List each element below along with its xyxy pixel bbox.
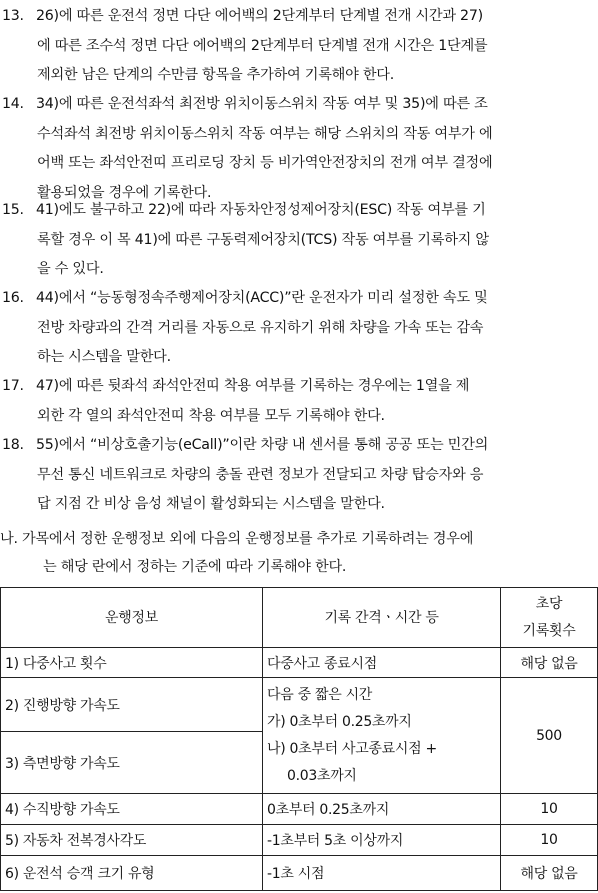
note-text: 수석좌석 최전방 위치이동스위치 작동 여부는 해당 스위치의 작동 여부가 에 [37,125,493,142]
paragraph-line: 는 해당 란에서 정하는 기준에 따라 기록해야 한다. [43,559,347,575]
note-line [0,372,598,402]
header-count-line1: 초당 [535,595,563,612]
note-line [0,490,598,520]
note-line [0,255,598,285]
note-text: 답 지점 간 비상 음성 채널이 활성화되는 시스템을 말한다. [37,496,385,512]
note-line [0,226,598,256]
note-number: 18. [2,437,24,453]
note-number: 17. [2,378,24,394]
row-item: 3) 측면방향 가속도 [1,732,263,794]
recording-table [0,587,598,891]
note-number: 14. [2,96,24,112]
note-text: 을 수 있다. [37,261,104,277]
row-interval: -1초부터 5초 이상까지 [263,825,501,856]
note-line [0,402,598,432]
row-item: 6) 운전석 승객 크기 유형 [1,856,263,891]
row-item: 4) 수직방향 가속도 [1,794,263,825]
note-text: 41)에도 불구하고 22)에 따라 자동차안정성제어장치(ESC) 작동 여부를 기 [36,202,486,218]
row-item: 5) 자동차 전복경사각도 [1,825,263,856]
header-count [501,588,598,648]
table-row [1,794,598,825]
row-item: 2) 진행방향 가속도 [1,678,263,732]
note-item [0,372,598,431]
merged-interval-line: 가) 0초부터 0.25초까지 [267,713,412,730]
row-count: 10 [501,825,598,856]
row-count: 10 [501,794,598,825]
table-header-row [1,588,598,648]
merged-interval-line: 나) 0초부터 사고종료시점 + [267,740,437,757]
row-interval: -1초 시점 [263,856,501,891]
table-row [1,678,598,732]
note-line [0,2,598,32]
note-number: 13. [2,8,24,24]
note-text: 47)에 따른 뒷좌석 좌석안전띠 착용 여부를 기록하는 경우에는 1열을 제 [36,378,470,394]
note-text: 활용되었을 경우에 기록한다. [37,184,212,201]
note-line [0,61,598,91]
note-text: 외한 각 열의 좌석안전띠 착용 여부를 모두 기록해야 한다. [37,407,385,424]
note-line [0,431,598,461]
note-text: 록할 경우 이 목 41)에 따른 구동력제어장치(TCS) 작동 여부를 기록하지 않 [37,231,489,248]
note-item [0,2,598,91]
row-interval: 0초부터 0.25초까지 [263,794,501,825]
note-line [0,196,598,226]
note-text: 제외한 남은 단계의 수만큼 항목을 추가하여 기록해야 한다. [37,67,395,83]
note-item [0,196,598,285]
note-line [0,149,598,179]
table-row [1,825,598,856]
merged-interval-cell [263,678,501,794]
table-row [1,856,598,891]
note-number: 16. [2,290,24,306]
header-operation-info: 운행정보 [1,588,263,648]
merged-count-cell: 500 [501,678,598,794]
header-count-line2: 기록횟수 [522,622,576,639]
note-text: 26)에 따른 운전석 정면 다단 에어백의 2단계부터 단계별 전개 시간과 27) [36,8,483,24]
note-line [0,90,598,120]
note-text: 하는 시스템을 말한다. [37,349,171,365]
note-line [0,284,598,314]
note-text: 에 따른 조수석 정면 다단 에어백의 2단계부터 단계별 전개 시간은 1단계를 [37,37,488,54]
row-count: 해당 없음 [501,648,598,678]
note-line [0,461,598,491]
note-text: 55)에서 “비상호출기능(eCall)”이란 차량 내 센서를 통해 공공 또는 민간의 [36,437,489,453]
note-item [0,284,598,373]
row-count: 해당 없음 [501,856,598,891]
note-line [0,314,598,344]
note-number: 15. [2,202,24,218]
row-interval: 다중사고 종료시점 [263,648,501,678]
note-line [0,343,598,373]
header-interval: 기록 간격ㆍ시간 등 [263,588,501,648]
table-row [1,648,598,678]
note-line [0,32,598,62]
paragraph-na [0,525,598,581]
merged-interval-line: 다음 중 짧은 시간 [267,686,373,703]
row-item: 1) 다중사고 횟수 [1,648,263,678]
note-text: 무선 통신 네트워크로 차량의 충돌 관련 정보가 전달되고 차량 탑승자와 응 [37,466,484,483]
note-text: 34)에 따른 운전석좌석 최전방 위치이동스위치 작동 여부 및 35)에 따른 조 [36,96,488,112]
note-text: 44)에서 “능동형정속주행제어장치(ACC)”란 운전자가 미리 설정한 속도 및 [36,290,488,306]
note-item [0,90,598,208]
note-text: 어백 또는 좌석안전띠 프리로딩 장치 등 비가역안전장치의 전개 여부 결정에 [37,155,493,171]
merged-interval-line: 0.03초까지 [287,767,357,784]
note-line [0,120,598,150]
note-text: 전방 차량과의 간격 거리를 자동으로 유지하기 위해 차량을 가속 또는 감속 [37,319,484,336]
note-item [0,431,598,520]
paragraph-line: 나. 가목에서 정한 운행정보 외에 다음의 운행정보를 추가로 기록하려는 경우에 [0,531,474,547]
